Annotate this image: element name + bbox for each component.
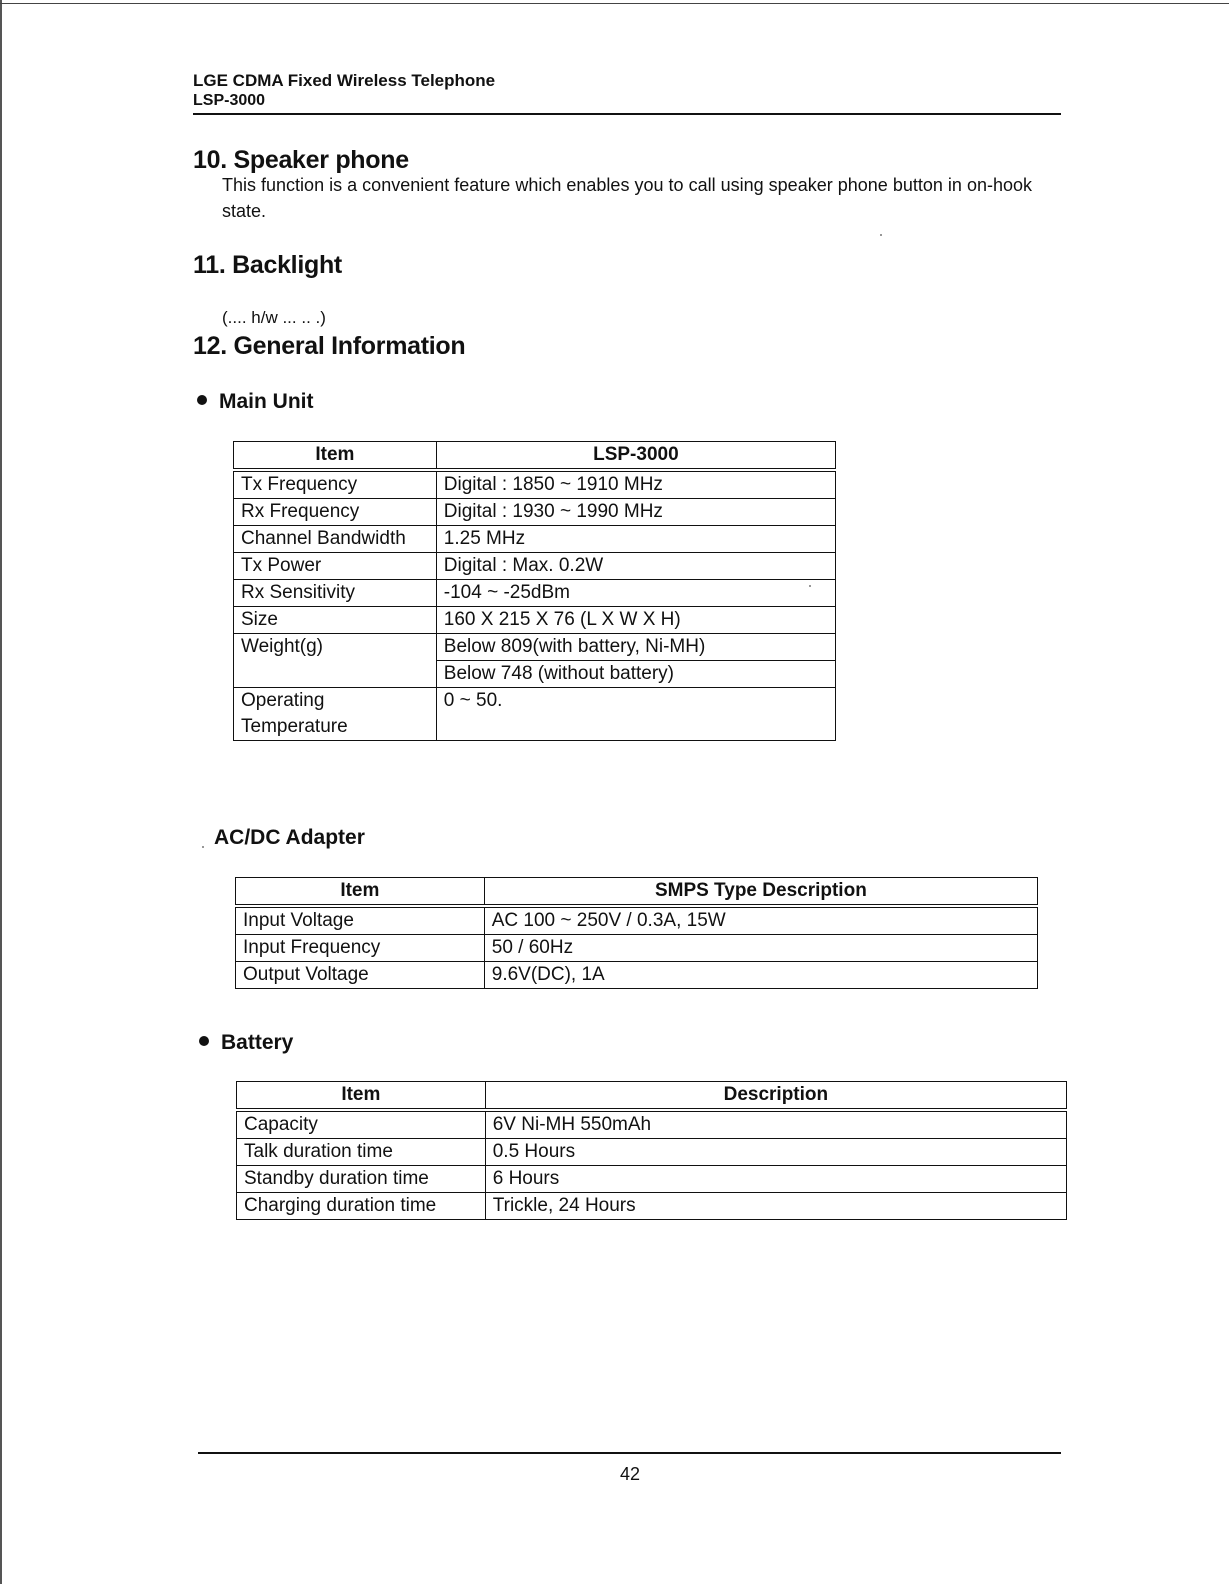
section-10-text: This function is a convenient feature which enables you to call using speaker phone button in on-hook state. — [222, 175, 1032, 221]
scan-speck — [202, 846, 204, 848]
table-cell-item: Input Voltage — [236, 906, 485, 935]
table-cell-item: Capacity — [237, 1110, 486, 1139]
table-cell-value: Digital : 1850 ~ 1910 MHz — [436, 470, 835, 499]
table-header-row — [236, 878, 1038, 907]
table-cell-value: Digital : Max. 0.2W — [436, 553, 835, 580]
table-cell-value: 6 Hours — [485, 1166, 1066, 1193]
table-header-row — [237, 1082, 1067, 1111]
table-cell-item: Rx Frequency — [234, 499, 437, 526]
table-cell-value: Below 809(with battery, Ni-MH) — [436, 634, 835, 661]
page-number: 42 — [619, 1464, 641, 1484]
table-row — [236, 962, 1038, 989]
table-cell-value: 0.5 Hours — [485, 1139, 1066, 1166]
scan-edge-left — [0, 0, 2, 1584]
table-row — [234, 580, 836, 607]
table-cell-item: Tx Power — [234, 553, 437, 580]
table-cell-item: Channel Bandwidth — [234, 526, 437, 553]
table-cell-item: Talk duration time — [237, 1139, 486, 1166]
table-row — [234, 499, 836, 526]
table-row — [234, 688, 836, 741]
table-row — [234, 553, 836, 580]
column-header-item: Item — [237, 1082, 486, 1111]
header-rule — [193, 113, 1061, 115]
table-cell-item: Input Frequency — [236, 935, 485, 962]
page-header — [193, 70, 1061, 111]
table-cell-item: Standby duration time — [237, 1166, 486, 1193]
adapter-heading-text: AC/DC Adapter — [214, 826, 365, 849]
adapter-table — [235, 877, 1038, 989]
header-title: LGE CDMA Fixed Wireless Telephone — [193, 71, 496, 90]
battery-heading — [199, 1031, 293, 1055]
table-cell-value: 6V Ni-MH 550mAh — [485, 1110, 1066, 1139]
column-header-item: Item — [236, 878, 485, 907]
table-cell-item: Size — [234, 607, 437, 634]
main-unit-heading-text: Main Unit — [219, 390, 314, 413]
section-11-note: (.... h/w ... .. .) — [222, 308, 326, 327]
temp-label-line-1: Operating — [241, 690, 325, 711]
table-cell-item: Tx Frequency — [234, 470, 437, 499]
main-unit-heading — [197, 390, 314, 414]
table-cell-item — [234, 688, 437, 741]
bullet-icon — [199, 1036, 209, 1046]
table-cell-value: 160 X 215 X 76 (L X W X H) — [436, 607, 835, 634]
table-row — [234, 470, 836, 499]
table-cell-value: Trickle, 24 Hours — [485, 1193, 1066, 1220]
table-cell-item: Output Voltage — [236, 962, 485, 989]
table-cell-value: Digital : 1930 ~ 1990 MHz — [436, 499, 835, 526]
bullet-icon — [197, 395, 207, 405]
table-cell-value: 0 ~ 50. — [436, 688, 835, 741]
table-row — [234, 526, 836, 553]
table-row — [234, 607, 836, 634]
footer-rule — [198, 1452, 1061, 1454]
table-cell-value: Below 748 (without battery) — [436, 661, 835, 688]
section-11-title: 11. Backlight — [193, 251, 342, 279]
table-row — [237, 1139, 1067, 1166]
adapter-heading — [214, 826, 365, 850]
table-row — [237, 1110, 1067, 1139]
scan-edge-top — [0, 3, 1229, 4]
column-header-description: SMPS Type Description — [484, 878, 1037, 907]
table-row — [237, 1193, 1067, 1220]
table-row — [236, 906, 1038, 935]
table-cell-item: Rx Sensitivity — [234, 580, 437, 607]
main-unit-table — [233, 441, 836, 741]
column-header-description: Description — [485, 1082, 1066, 1111]
battery-table — [236, 1081, 1067, 1220]
column-header-item: Item — [234, 442, 437, 471]
temp-label-line-2: Temperature — [241, 716, 348, 737]
table-cell-value: AC 100 ~ 250V / 0.3A, 15W — [484, 906, 1037, 935]
table-cell-value: 1.25 MHz — [436, 526, 835, 553]
table-cell-item: Weight(g) — [234, 634, 437, 688]
scan-speck — [880, 234, 882, 236]
table-header-row — [234, 442, 836, 471]
table-cell-value: 9.6V(DC), 1A — [484, 962, 1037, 989]
scan-speck — [809, 585, 811, 587]
table-row — [237, 1166, 1067, 1193]
table-row — [234, 634, 836, 661]
section-10-title: 10. Speaker phone — [193, 146, 409, 174]
table-cell-item: Charging duration time — [237, 1193, 486, 1220]
section-12-title: 12. General Information — [193, 332, 466, 360]
table-row — [236, 935, 1038, 962]
column-header-model: LSP-3000 — [436, 442, 835, 471]
table-cell-value: -104 ~ -25dBm — [436, 580, 835, 607]
header-model: LSP-3000 — [193, 92, 266, 109]
battery-heading-text: Battery — [221, 1031, 294, 1054]
table-cell-value: 50 / 60Hz — [484, 935, 1037, 962]
